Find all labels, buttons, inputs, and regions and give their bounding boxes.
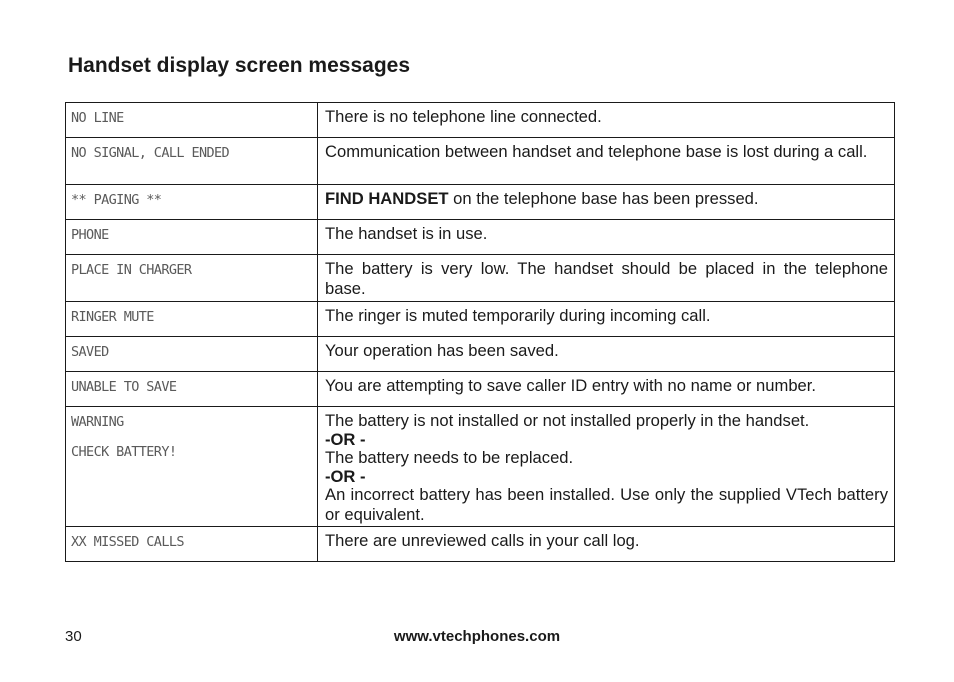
description-emphasis: FIND HANDSET	[325, 189, 449, 208]
screen-message-text: PHONE	[71, 227, 109, 243]
screen-message-cell	[66, 220, 318, 255]
table-row	[66, 337, 895, 372]
description-body: Communication between handset and telephone base is lost during a call.	[325, 142, 868, 161]
or-separator: -OR -	[325, 467, 366, 486]
screen-message-cell	[66, 255, 318, 302]
screen-message-cell	[66, 407, 318, 527]
description-text	[325, 189, 888, 209]
description-text	[325, 224, 888, 244]
message-description-cell	[318, 103, 895, 138]
table-row	[66, 103, 895, 138]
screen-message-text: PLACE IN CHARGER	[71, 262, 192, 278]
description-text	[325, 376, 888, 396]
table-row	[66, 138, 895, 185]
screen-message-cell	[66, 372, 318, 407]
description-body: The battery is not installed or not installed properly in the handset.	[325, 411, 810, 430]
table-row	[66, 302, 895, 337]
description-text	[325, 259, 888, 299]
description-body: There are unreviewed calls in your call log.	[325, 531, 640, 550]
description-body: on the telephone base has been pressed.	[448, 189, 759, 208]
description-body: The ringer is muted temporarily during incoming call.	[325, 306, 711, 325]
screen-message-cell	[66, 302, 318, 337]
screen-message-text: WARNING	[71, 414, 124, 430]
messages-table	[65, 102, 895, 562]
message-description-cell	[318, 302, 895, 337]
message-description-cell	[318, 138, 895, 185]
screen-message-text: SAVED	[71, 344, 109, 360]
description-body: The handset is in use.	[325, 224, 488, 243]
screen-message-cell	[66, 138, 318, 185]
messages-table-body	[66, 103, 895, 562]
message-description-cell	[318, 255, 895, 302]
website-url: www.vtechphones.com	[393, 628, 561, 645]
description-body: Your operation has been saved.	[325, 341, 559, 360]
screen-message-text: CHECK BATTERY!	[71, 444, 177, 460]
screen-message-text: ** PAGING **	[71, 192, 162, 208]
message-description-cell	[318, 527, 895, 562]
or-separator: -OR -	[325, 430, 366, 449]
table-row	[66, 407, 895, 527]
page-number: 30	[65, 628, 82, 645]
table-row	[66, 220, 895, 255]
screen-message-cell	[66, 337, 318, 372]
message-description-cell	[318, 337, 895, 372]
description-body: There is no telephone line connected.	[325, 107, 602, 126]
screen-message-text: RINGER MUTE	[71, 309, 154, 325]
message-description-cell	[318, 407, 895, 527]
screen-message-text: NO SIGNAL, CALL ENDED	[71, 145, 230, 161]
page-title: Handset display screen messages	[68, 54, 411, 77]
description-text	[325, 341, 888, 361]
description-text	[325, 531, 888, 551]
screen-message-text: UNABLE TO SAVE	[71, 379, 177, 395]
description-text	[325, 411, 888, 431]
description-body: The battery is very low. The handset should be placed in the telephone base.	[325, 259, 888, 298]
table-row	[66, 527, 895, 562]
message-description-cell	[318, 372, 895, 407]
screen-message-text: NO LINE	[71, 110, 124, 126]
table-row	[66, 185, 895, 220]
table-row	[66, 372, 895, 407]
description-text	[325, 485, 888, 525]
description-text	[325, 448, 888, 468]
screen-message-cell	[66, 185, 318, 220]
message-description-cell	[318, 220, 895, 255]
screen-message-cell	[66, 527, 318, 562]
description-body: The battery needs to be replaced.	[325, 448, 574, 467]
description-body: You are attempting to save caller ID entry with no name or number.	[325, 376, 817, 395]
message-description-cell	[318, 185, 895, 220]
description-text	[325, 107, 888, 127]
description-body: An incorrect battery has been installed. Use only the supplied VTech battery or equivalent.	[325, 485, 888, 524]
table-row	[66, 255, 895, 302]
screen-message-text: XX MISSED CALLS	[71, 534, 184, 550]
description-text	[325, 306, 888, 326]
description-text	[325, 142, 888, 162]
screen-message-cell	[66, 103, 318, 138]
